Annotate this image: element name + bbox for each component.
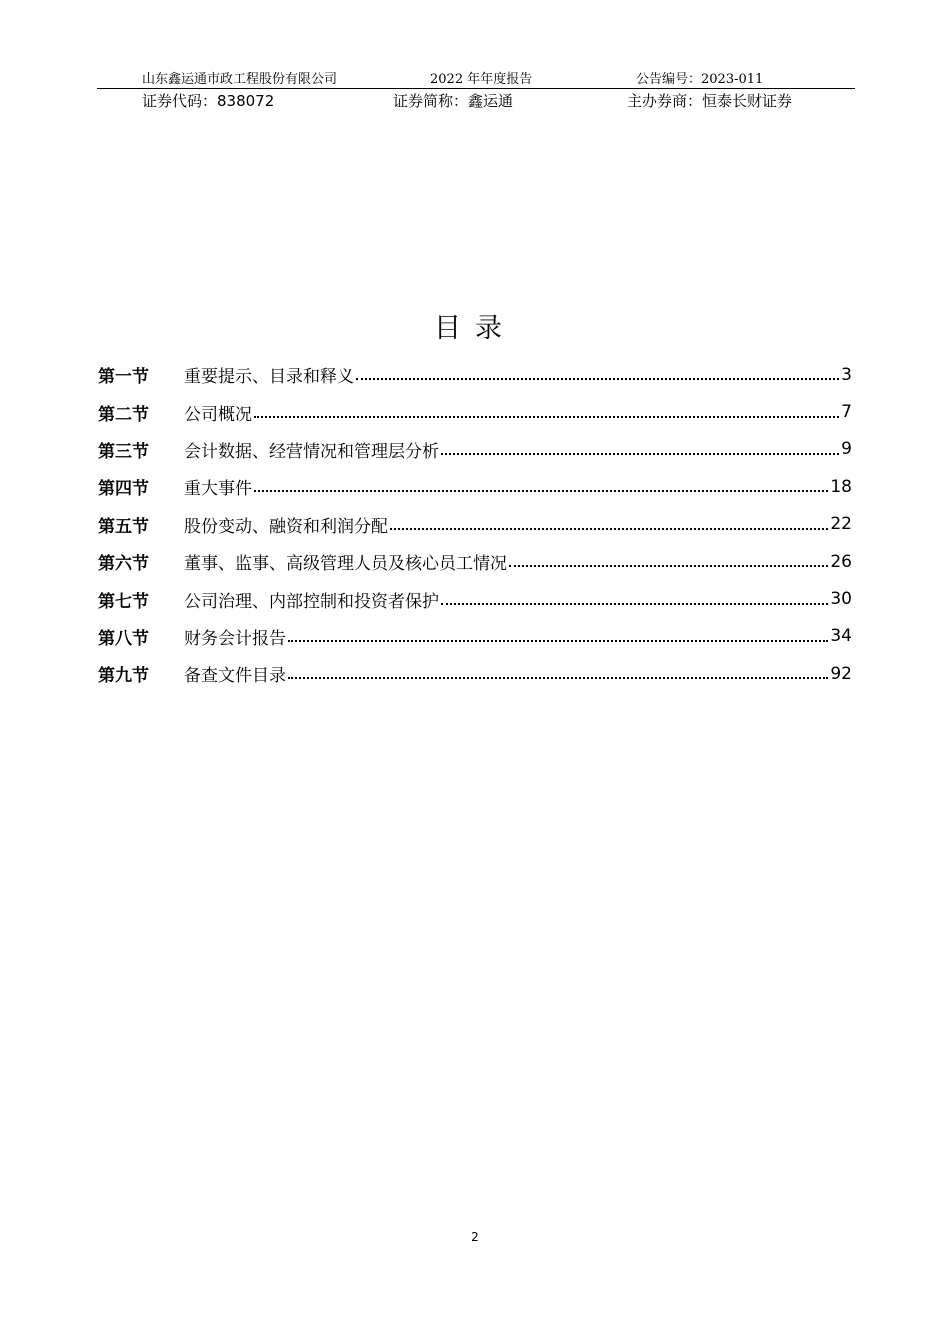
toc-entry[interactable] [98, 356, 852, 393]
toc-section-title: 公司概况 [184, 404, 252, 425]
toc-leader-dots [356, 361, 839, 380]
toc-section-number: 第六节 [98, 554, 149, 575]
toc-leader-dots [441, 586, 828, 605]
header-stock-code: 证券代码：838072 [142, 92, 275, 110]
toc-entry[interactable] [98, 393, 852, 430]
toc-section-title: 重大事件 [184, 479, 252, 500]
toc-section-title: 股份变动、融资和利润分配 [184, 516, 388, 537]
toc-leader-dots [390, 511, 828, 530]
toc-section-number: 第八节 [98, 628, 149, 649]
toc-page-number: 22 [830, 514, 852, 535]
toc-leader-dots [254, 473, 828, 492]
header-announcement-number: 公告编号：2023-011 [636, 72, 764, 87]
toc-section-title: 备查文件目录 [184, 666, 286, 687]
toc-entry[interactable] [98, 618, 852, 655]
toc-section-title: 重要提示、目录和释义 [184, 367, 354, 388]
table-of-contents [98, 356, 852, 693]
toc-entry[interactable] [98, 655, 852, 692]
toc-section-number: 第九节 [98, 666, 149, 687]
toc-entry[interactable] [98, 506, 852, 543]
toc-entry[interactable] [98, 543, 852, 580]
running-header-top [0, 68, 950, 86]
toc-section-number: 第三节 [98, 441, 149, 462]
header-stock-abbr: 证券简称：鑫运通 [393, 92, 514, 110]
toc-page-number: 7 [841, 402, 852, 423]
toc-leader-dots [254, 399, 839, 418]
toc-entry[interactable] [98, 431, 852, 468]
toc-section-number: 第一节 [98, 367, 149, 388]
toc-section-title: 公司治理、内部控制和投资者保护 [184, 591, 439, 612]
toc-leader-dots [288, 623, 828, 642]
toc-section-number: 第五节 [98, 516, 149, 537]
toc-page-number: 34 [830, 626, 852, 647]
header-sponsor: 主办券商：恒泰长财证券 [627, 92, 793, 110]
toc-section-number: 第七节 [98, 591, 149, 612]
toc-entry[interactable] [98, 580, 852, 617]
toc-page-number: 9 [841, 439, 852, 460]
toc-leader-dots [509, 548, 828, 567]
toc-section-number: 第二节 [98, 404, 149, 425]
page-number: 2 [471, 1230, 479, 1244]
header-report-name: 2022 年年度报告 [430, 72, 533, 87]
running-header-bottom [0, 90, 950, 112]
toc-section-title: 财务会计报告 [184, 628, 286, 649]
toc-page-number: 3 [841, 364, 852, 385]
toc-page-number: 92 [830, 663, 852, 684]
toc-leader-dots [288, 660, 828, 679]
header-company-name: 山东鑫运通市政工程股份有限公司 [142, 72, 338, 87]
toc-page-number: 30 [830, 589, 852, 610]
toc-section-title: 董事、监事、高级管理人员及核心员工情况 [184, 554, 507, 575]
toc-section-title: 会计数据、经营情况和管理层分析 [184, 441, 439, 462]
toc-section-number: 第四节 [98, 479, 149, 500]
toc-page-number: 18 [830, 476, 852, 497]
toc-title: 目录 [434, 313, 516, 344]
header-rule [97, 88, 855, 89]
toc-page-number: 26 [830, 551, 852, 572]
toc-entry[interactable] [98, 468, 852, 505]
toc-leader-dots [441, 436, 839, 455]
